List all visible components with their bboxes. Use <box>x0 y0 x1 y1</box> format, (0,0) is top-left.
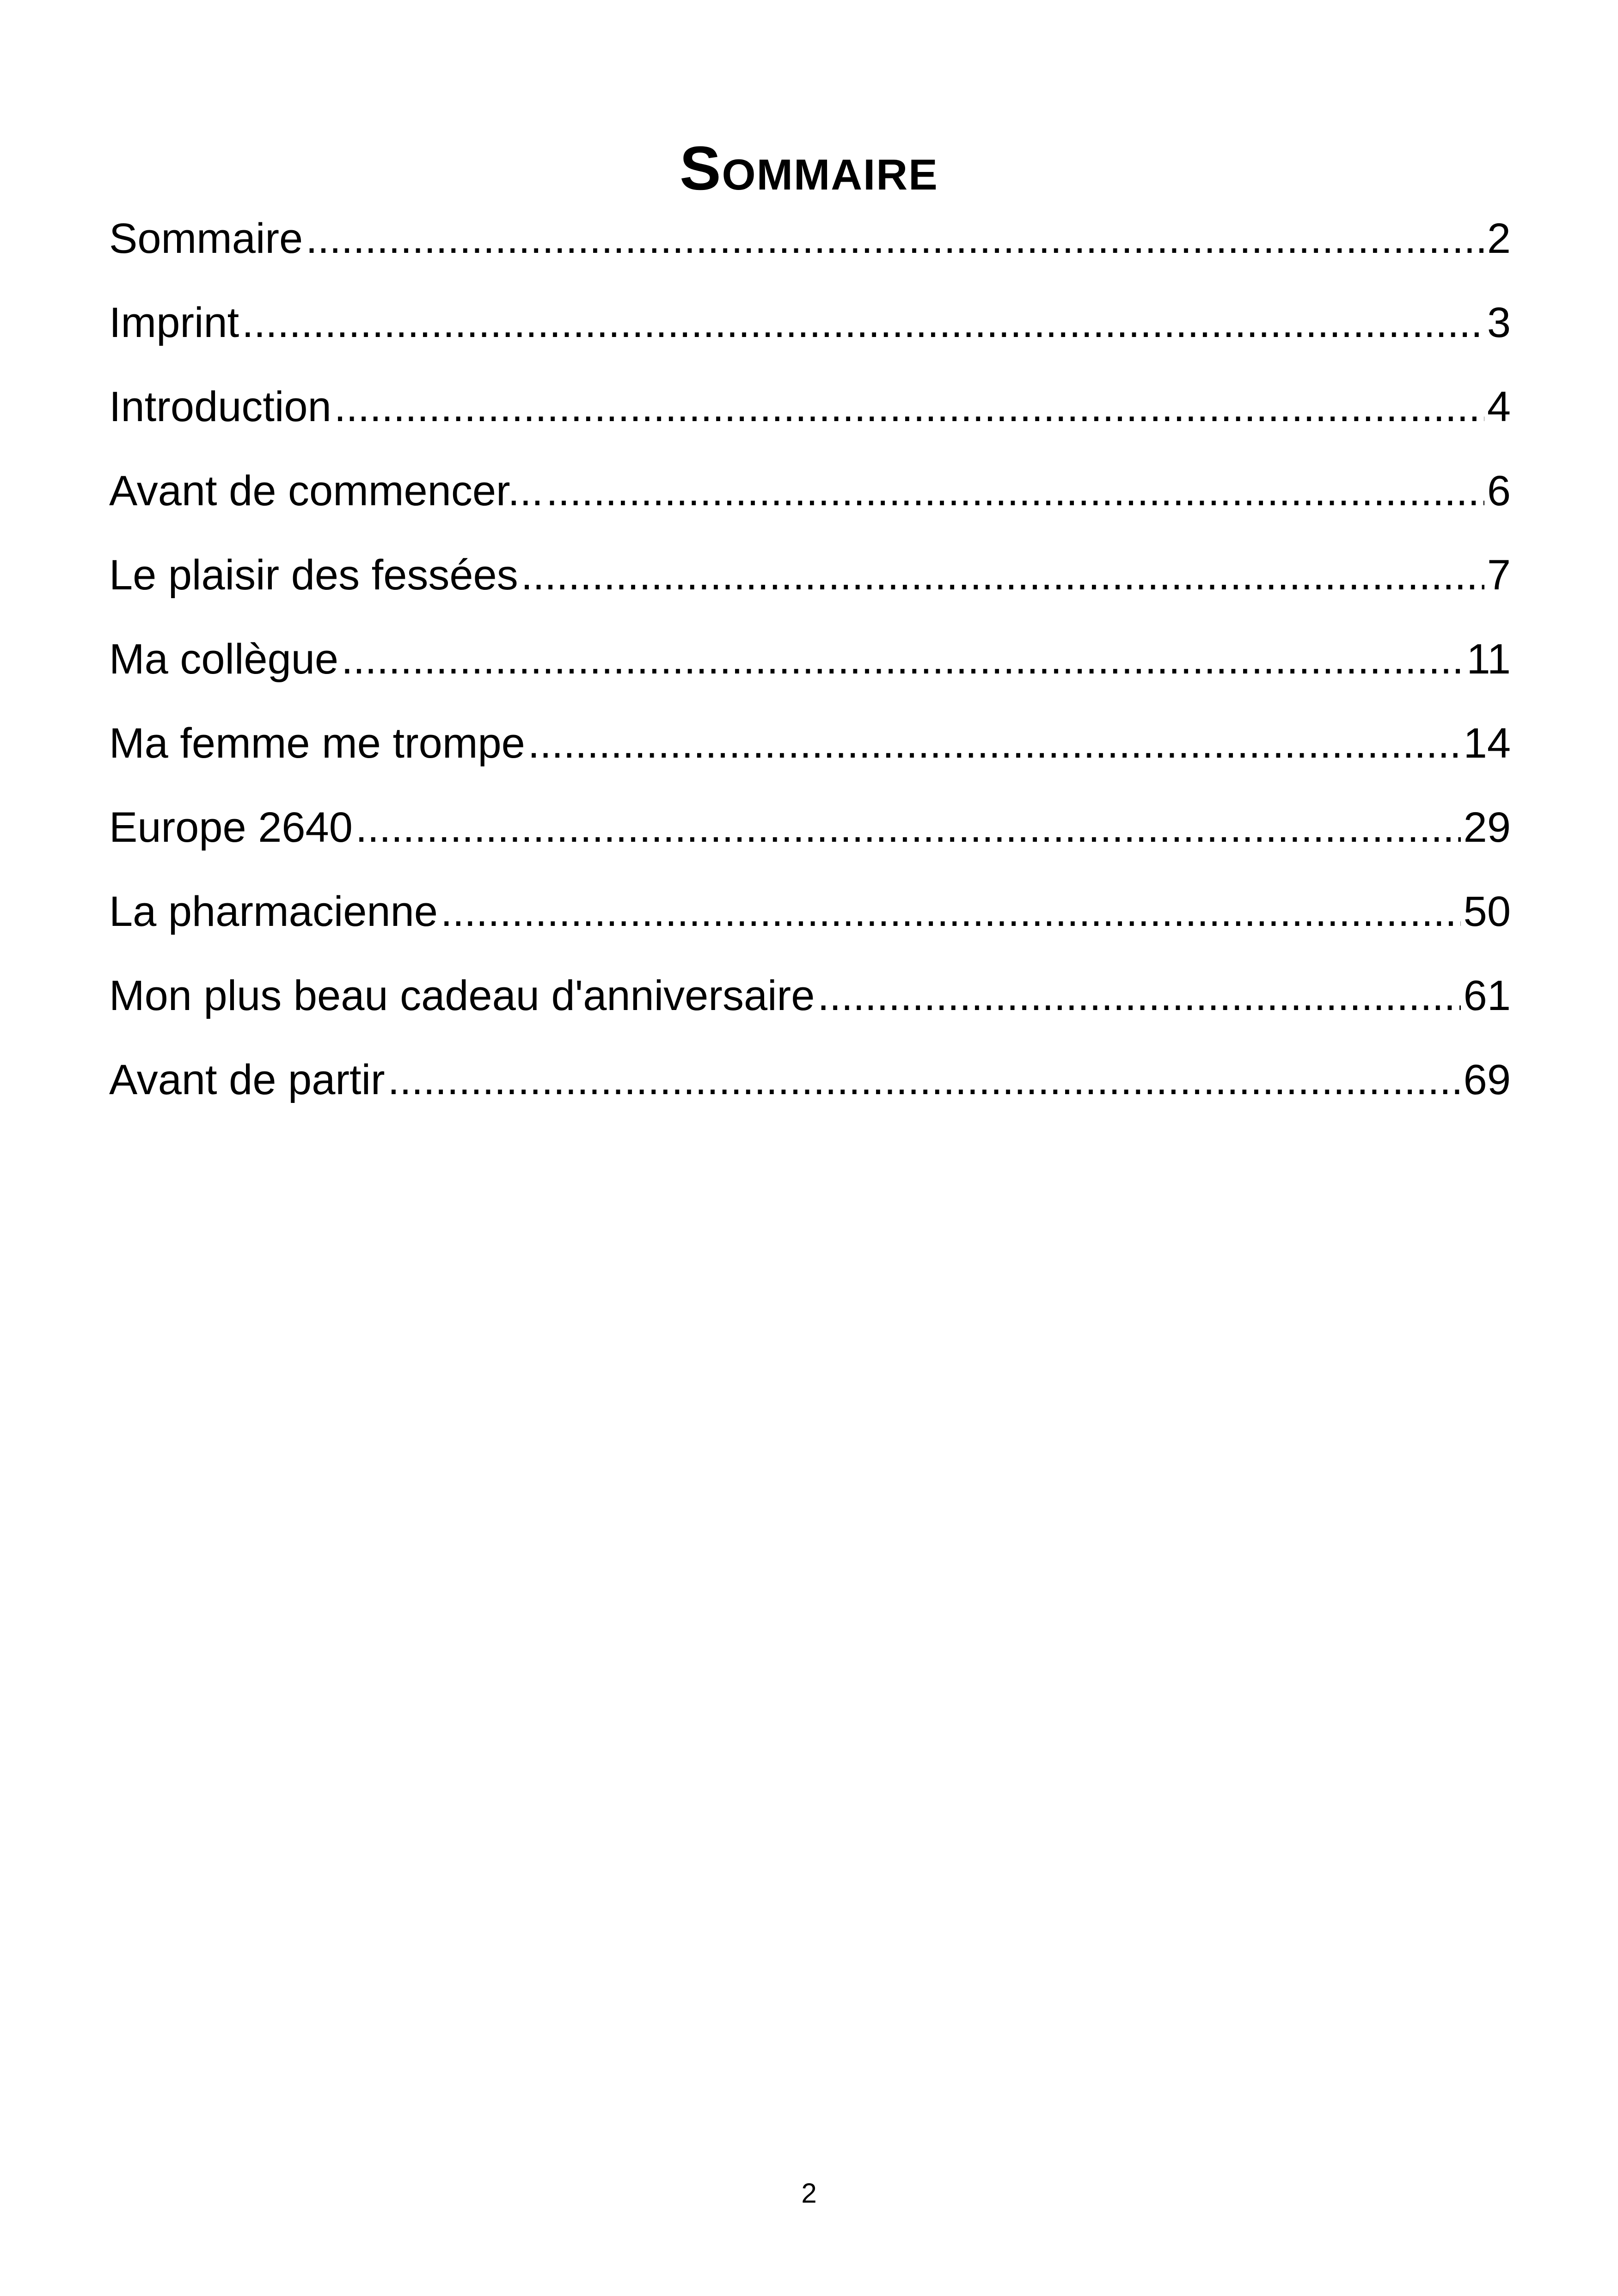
toc-entry[interactable] <box>109 617 1511 701</box>
page-number: 2 <box>801 2178 817 2209</box>
toc-entry-page: 2 <box>1487 215 1511 262</box>
toc-entry[interactable] <box>109 954 1511 1038</box>
toc-leader-dots <box>355 785 1461 869</box>
toc-entry[interactable] <box>109 785 1511 869</box>
toc-entry-label: Imprint <box>109 299 239 346</box>
toc-entry[interactable] <box>109 281 1511 365</box>
toc-entry[interactable] <box>109 701 1511 785</box>
toc-entry-page: 6 <box>1487 467 1511 514</box>
toc-leader-dots <box>341 617 1464 701</box>
toc-entry-page: 50 <box>1463 888 1511 935</box>
page-title: Sommaire <box>680 134 938 203</box>
toc-entry-page: 7 <box>1487 551 1511 599</box>
toc-entry[interactable] <box>109 533 1511 617</box>
toc-entry-page: 61 <box>1463 972 1511 1019</box>
toc-leader-dots <box>546 449 1484 533</box>
toc-leader-dots <box>817 954 1460 1038</box>
toc-entry[interactable] <box>109 365 1511 449</box>
toc-entry-label: Avant de commencer... <box>109 467 544 514</box>
toc-entry-label: La pharmacienne <box>109 888 438 935</box>
toc-leader-dots <box>441 869 1461 954</box>
toc-entry-page: 14 <box>1463 720 1511 767</box>
toc-entry-page: 4 <box>1487 383 1511 430</box>
toc-entry-page: 3 <box>1487 299 1511 346</box>
toc-entry[interactable] <box>109 196 1511 281</box>
toc-entry-page: 11 <box>1466 636 1511 683</box>
toc-entry-label: Ma femme me trompe <box>109 720 525 767</box>
toc-leader-dots <box>388 1038 1461 1122</box>
toc-entry-label: Introduction <box>109 383 331 430</box>
toc-entry[interactable] <box>109 869 1511 954</box>
toc-entry-page: 69 <box>1463 1056 1511 1103</box>
toc-entry-label: Mon plus beau cadeau d'anniversaire <box>109 972 815 1019</box>
toc-entry-page: 29 <box>1463 804 1511 851</box>
toc-entry-label: Sommaire <box>109 215 303 262</box>
toc-entry-label: Le plaisir des fessées <box>109 551 518 599</box>
table-of-contents <box>109 196 1511 1122</box>
toc-leader-dots <box>306 196 1484 281</box>
toc-entry-label: Europe 2640 <box>109 804 353 851</box>
toc-entry[interactable] <box>109 449 1511 533</box>
toc-entry-label: Avant de partir <box>109 1056 385 1103</box>
toc-leader-dots <box>528 701 1461 785</box>
toc-leader-dots <box>242 281 1484 365</box>
toc-entry-label: Ma collègue <box>109 636 339 683</box>
toc-leader-dots <box>521 533 1484 617</box>
toc-entry[interactable] <box>109 1038 1511 1122</box>
toc-leader-dots <box>334 365 1484 449</box>
